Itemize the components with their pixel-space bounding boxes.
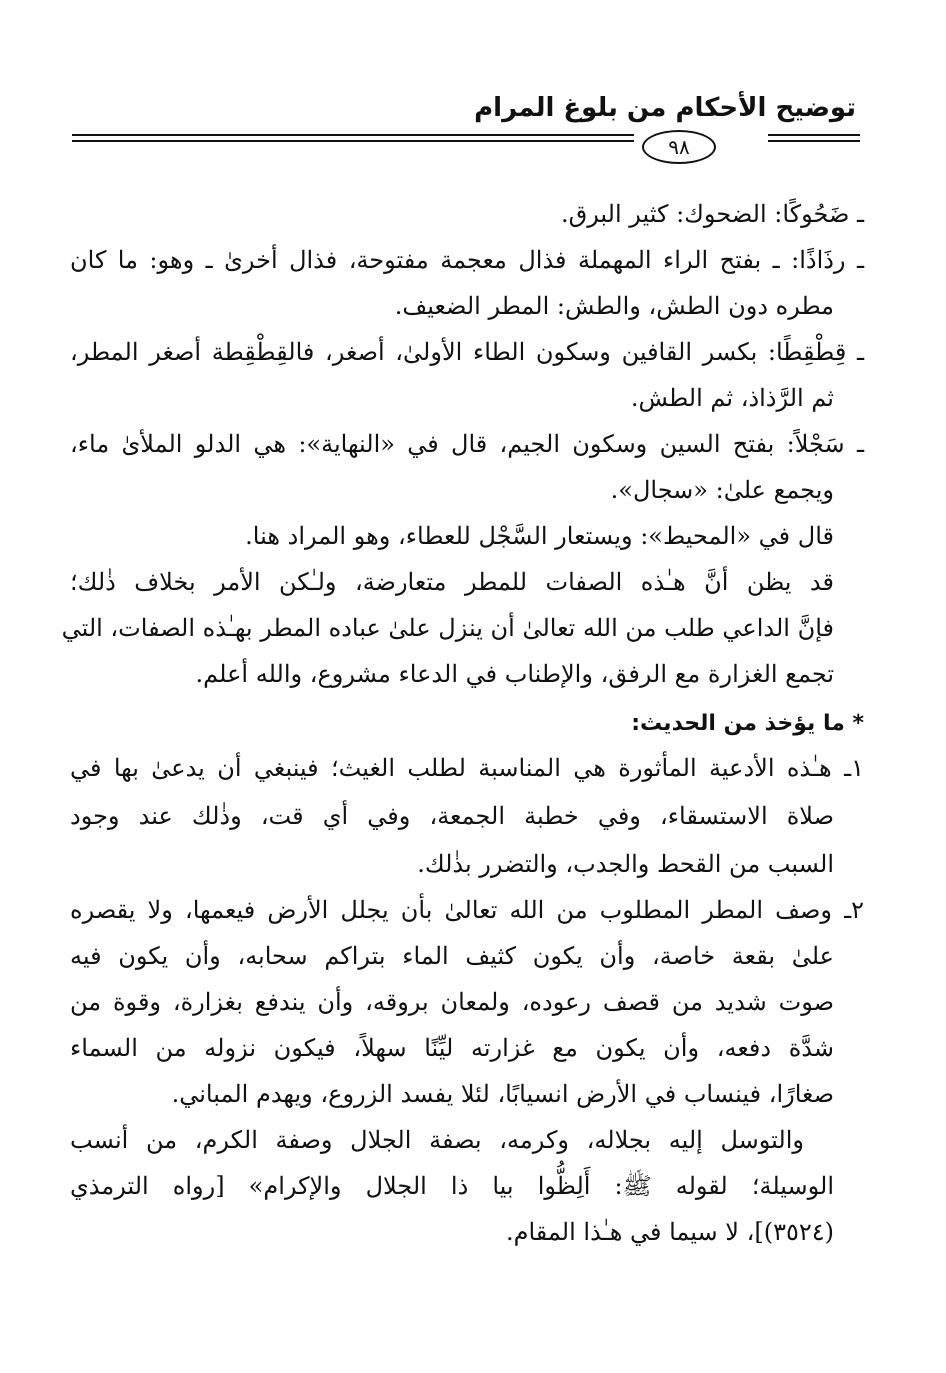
text-line: صغارًا، فينساب في الأرض انسيابًا، لئلا يفسد الزروع، ويهدم المباني. <box>171 1080 834 1108</box>
text-line: صوت شديد من قصف رعوده، ولمعان بروقه، وأن يندفع بغزارة، وقوة من <box>70 988 834 1016</box>
text-line: ـ سَجْلاً: بفتح السين وسكون الجيم، قال في «النهاية»: هي الدلو الملأىٰ ماء، <box>70 430 864 458</box>
text-line: قال في «المحيط»: ويستعار السَّجْل للعطاء، وهو المراد هنا. <box>245 522 834 550</box>
text-line: (٣٥٢٤)]، لا سيما في هـٰذا المقام. <box>505 1218 834 1246</box>
text-line: شدَّة دفعه، وأن يكون مع غزارته ليِّنًا سهلاً، فيكون نزوله من السماء <box>70 1034 834 1062</box>
text-line: ويجمع علىٰ: «سجال». <box>610 476 834 504</box>
text-line: صلاة الاستسقاء، وفي خطبة الجمعة، وفي أي قت، وذٰلك عند وجود <box>70 802 834 830</box>
text-line: ـ قِطْقِطًا: بكسر القافين وسكون الطاء الأولىٰ، أصغر، فالقِطْقِطة أصغر المطر، <box>70 338 864 366</box>
page-number: ٩٨ <box>642 130 716 164</box>
text-line: ١ـ هـٰذه الأدعية المأثورة هي المناسبة لطلب الغيث؛ فينبغي أن يدعىٰ بها في <box>70 754 864 782</box>
text-line: مطره دون الطش، والطش: المطر الضعيف. <box>394 292 834 320</box>
running-title: توضيح الأحكام من بلوغ المرام <box>474 93 856 123</box>
text-line: تجمع الغزارة مع الرفق، والإطناب في الدعاء مشروع، والله أعلم. <box>195 660 834 688</box>
text-line: السبب من القحط والجدب، والتضرر بذٰلك. <box>417 850 834 878</box>
text-line: علىٰ بقعة خاصة، وأن يكون كثيف الماء بتراكم سحابه، وأن يكون فيه <box>70 942 834 970</box>
header-rule-line <box>768 134 860 136</box>
header-rule <box>60 128 860 166</box>
text-line: قد يظن أنَّ هـٰذه الصفات للمطر متعارضة، ولـٰكن الأمر بخلاف ذٰلك؛ <box>70 568 834 596</box>
header-rule-line <box>72 134 634 136</box>
section-heading: * ما يؤخذ من الحديث: <box>631 711 864 736</box>
text-line: الوسيلة؛ لقوله ﷺ: أَلِظُّوا بيا ذا الجلال والإكرام» [رواه الترمذي <box>70 1172 834 1200</box>
text-line: والتوسل إليه بجلاله، وكرمه، بصفة الجلال وصفة الكرم، من أنسب <box>70 1126 804 1154</box>
text-line: ثم الرَّذاذ، ثم الطش. <box>630 384 834 412</box>
text-line: فإنَّ الداعي طلب من الله تعالىٰ أن ينزل علىٰ عباده المطر بهـٰذه الصفات، التي <box>61 614 834 642</box>
text-line: ـ ضَحُوكًا: الضحوك: كثير البرق. <box>560 200 864 228</box>
text-line: ٢ـ وصف المطر المطلوب من الله تعالىٰ بأن يجلل الأرض فيعمها، ولا يقصره <box>70 896 864 924</box>
text-line: ـ رذَاذًا: ـ بفتح الراء المهملة فذال معجمة مفتوحة، فذال أخرىٰ ـ وهو: ما كان <box>70 246 864 274</box>
header-rule-line <box>768 140 860 142</box>
header-rule-line <box>72 140 634 142</box>
